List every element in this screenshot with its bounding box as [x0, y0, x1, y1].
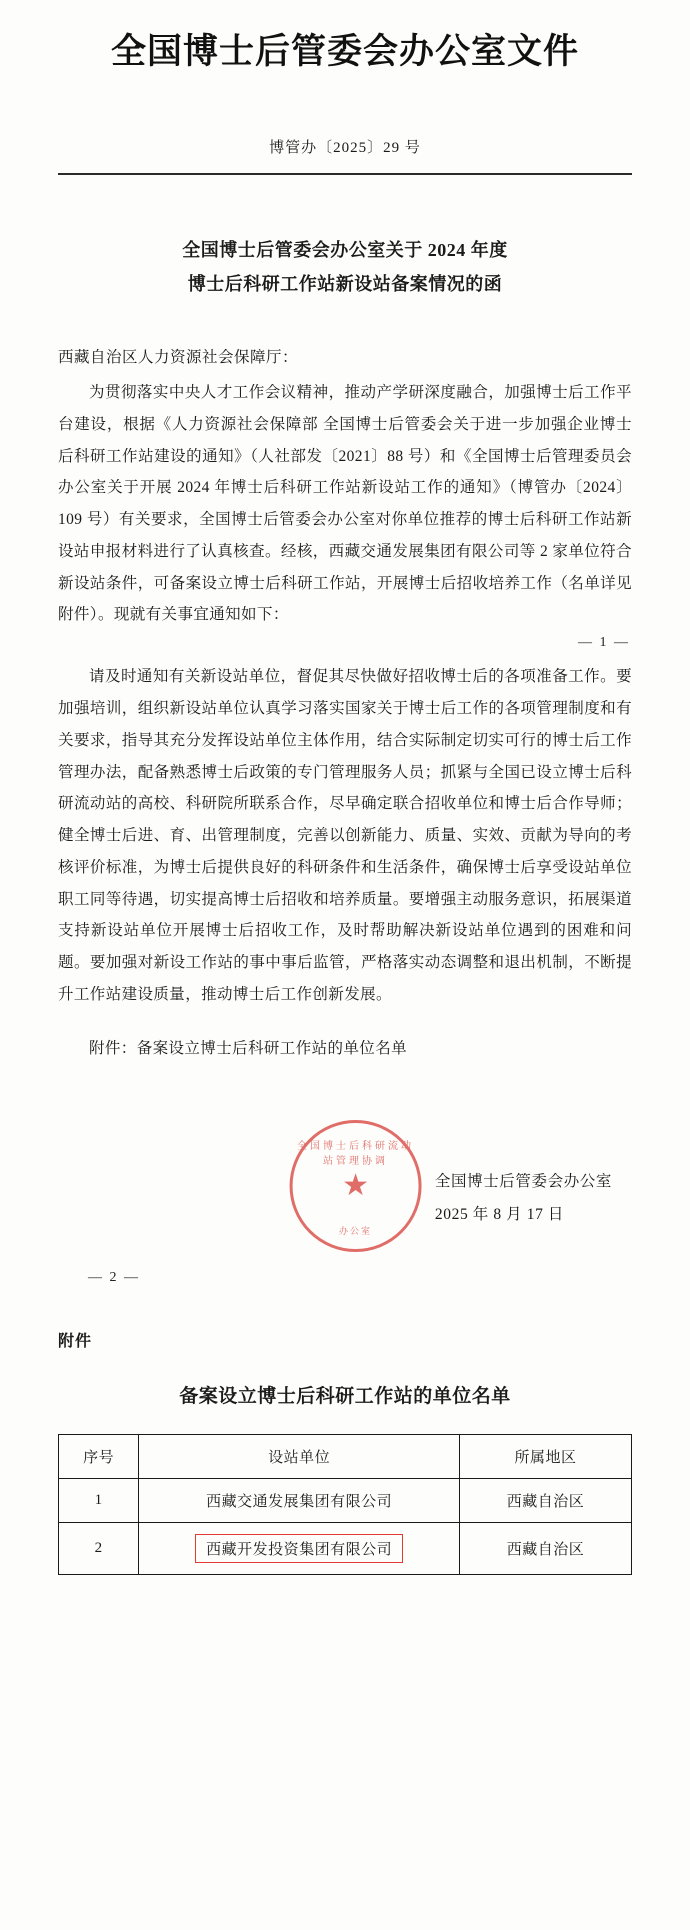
- attachment-title: 备案设立博士后科研工作站的单位名单: [179, 1386, 511, 1408]
- spacer: [58, 367, 632, 377]
- masthead-divider: [58, 173, 632, 175]
- page-number-1: — 1 —: [578, 635, 630, 651]
- signature-lines: [435, 1166, 612, 1231]
- attachment-label: 附件: [58, 1333, 93, 1351]
- page-title-line-2: 博士后科研工作站新设站备案情况的函: [187, 273, 503, 294]
- table-row: [59, 1523, 632, 1575]
- unit-table: [58, 1434, 632, 1575]
- document-number: 博管办〔2025〕29 号: [269, 139, 421, 156]
- issuing-office: 全国博士后管委会办公室: [434, 1173, 612, 1191]
- spacer: [58, 651, 632, 661]
- cell-no: 1: [59, 1479, 139, 1523]
- cell-region: 西藏自治区: [460, 1479, 632, 1523]
- masthead-title: 全国博士后管委会办公室文件: [110, 32, 579, 71]
- attachment-note: 附件：备案设立博士后科研工作站的单位名单: [89, 1039, 408, 1057]
- spacer: [58, 1575, 632, 1621]
- masthead: [58, 0, 632, 74]
- body-paragraph-2: 请及时通知有关新设站单位，督促其尽快做好招收博士后的各项准备工作。要加强培训，组织新设站单位认真学习落实国家关于博士后工作的各项管理制度和有关要求，指导其充分发挥设站单位主体作用，结合实际制定切实可行的博士后工作管理办法，配备熟悉博士后政策的专门管理服务人员；抓紧与全国已设立博士后科研流动站的高校、科研院所联系合作，尽早确定联合招收单位和博士后合作导师；健全博士后进、育、出管理制度，完善以创新能力、质量、实效、贡献为导向的考核评价标准，为博士后提供良好的科研条件和生活条件，确保博士后享受设站单位职工同等待遇，切实提高博士后招收和培养质量。要增强主动服务意识，拓展渠道支持新设站单位开展博士后招收工作，及时帮助解决新设站单位遇到的困难和问题。要加强对新设工作站的事中事后监管，严格落实动态调整和退出机制，不断提升工作站建设质量，推动博士后工作创新发展。: [58, 668, 632, 1003]
- official-seal-icon: [290, 1120, 422, 1252]
- addressee: 西藏自治区人力资源社会保障厅：: [58, 349, 299, 367]
- cell-unit: 西藏交通发展集团有限公司: [139, 1479, 460, 1523]
- signature-block: [58, 1120, 632, 1270]
- cell-no: 2: [59, 1523, 139, 1575]
- body-paragraph-1: 为贯彻落实中央人才工作会议精神，推动产学研深度融合，加强博士后工作平台建设，根据《人力资源社会保障部 全国博士后管委会关于进一步加强企业博士后科研工作站建设的通知》（人社部发〔2021〕88 号）和《全国博士后管理委员会办公室关于开展 2024 年博士后科研工作站新设站工作的通知》（博管办〔2024〕109 号）有关要求，全国博士后管委会办公室对你单位推荐的博士后科研工作站新设站申报材料进行了认真核查。经核，西藏交通发展集团有限公司等 2 家单位符合新设站条件，可备案设立博士后科研工作站，开展博士后招收培养工作（名单详见附件）。现就有关事宜通知如下：: [58, 384, 632, 624]
- table-header-row: [59, 1435, 632, 1479]
- column-header-unit: 设站单位: [139, 1435, 460, 1479]
- page-number-2: — 2 —: [88, 1270, 140, 1286]
- seal-top-text: 全国博士后科研流动站管理协调: [297, 1141, 415, 1168]
- column-header-region: 所属地区: [460, 1435, 632, 1479]
- highlighted-unit-name: 西藏开发投资集团有限公司: [195, 1534, 403, 1563]
- table-header: [59, 1435, 632, 1479]
- cell-unit: [139, 1523, 460, 1575]
- seal-star-icon: ★: [342, 1169, 370, 1203]
- issue-date: 2025 年 8 月 17 日: [434, 1205, 565, 1223]
- cell-region: 西藏自治区: [460, 1523, 632, 1575]
- page-title: [58, 233, 632, 301]
- seal-bottom-text: 办公室: [339, 1226, 373, 1237]
- table-body: [59, 1479, 632, 1575]
- page-title-line-1: 全国博士后管委会办公室关于 2024 年度: [182, 239, 508, 260]
- table-row: [59, 1479, 632, 1523]
- column-header-no: 序号: [59, 1435, 139, 1479]
